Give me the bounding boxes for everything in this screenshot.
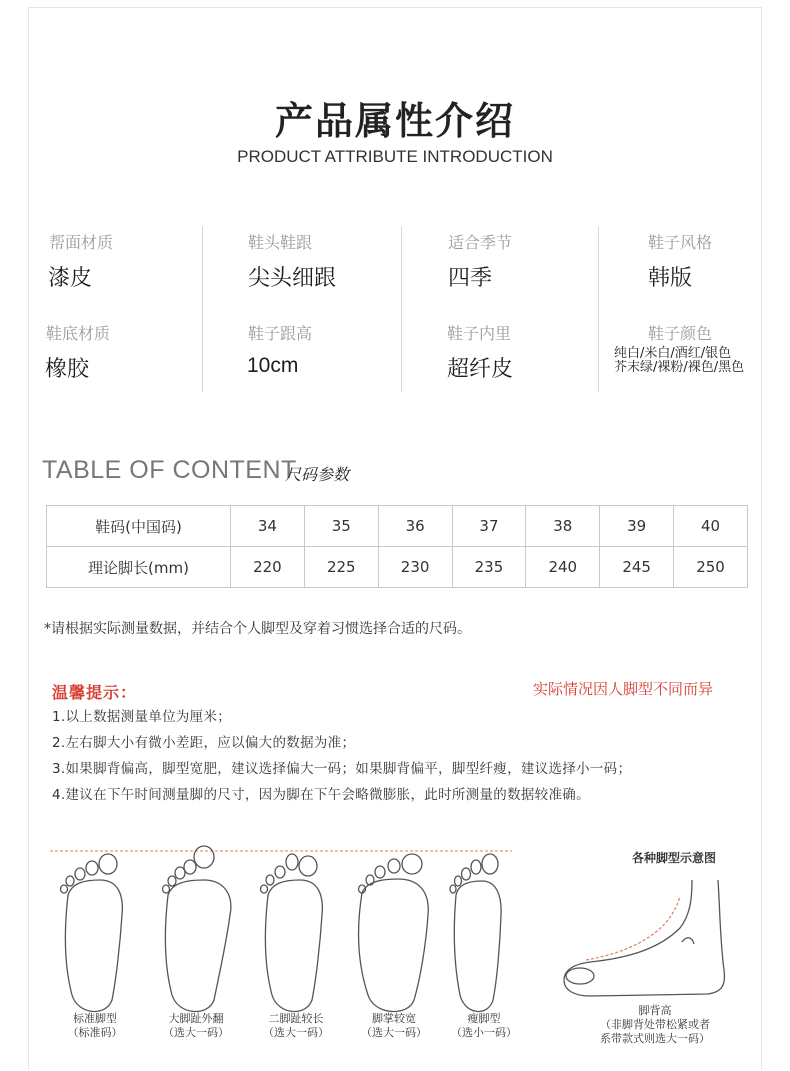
- foot-outline-bunion: [163, 846, 231, 1011]
- table-cell: 36: [378, 506, 452, 547]
- foot-type-caption: [352, 1012, 436, 1040]
- attribute-value-line: 芥末绿/裸粉/裸色/黑色: [614, 360, 745, 375]
- attribute-label: 鞋底材质: [46, 324, 111, 343]
- attribute-value: 10cm: [247, 354, 299, 377]
- table-cell: 235: [452, 547, 526, 588]
- foot-outline-long-second-toe: [261, 854, 323, 1011]
- table-cell: 245: [600, 547, 674, 588]
- diagram-caption: [590, 1004, 720, 1046]
- attribute-divider: [598, 226, 599, 392]
- attribute-label: 鞋头鞋跟: [248, 233, 313, 252]
- table-cell: 230: [378, 547, 452, 588]
- table-row-header: 鞋码(中国码): [47, 506, 231, 547]
- table-row-header: 理论脚长(mm): [47, 547, 231, 588]
- attribute-value: 韩版: [648, 266, 693, 291]
- table-cell: 250: [674, 547, 748, 588]
- foot-type-advice: （标准码）: [67, 1026, 123, 1039]
- tip-item: 3.如果脚背偏高，脚型宽肥，建议选择偏大一码；如果脚背偏平，脚型纤瘦，建议选择小一码；: [52, 761, 632, 777]
- foot-outline-slim: [450, 854, 501, 1011]
- foot-type-caption: [444, 1012, 524, 1040]
- foot-type-name: 瘦脚型: [467, 1012, 501, 1025]
- page-subtitle: PRODUCT ATTRIBUTE INTRODUCTION: [237, 147, 553, 166]
- attribute-label: 适合季节: [448, 233, 513, 252]
- tips-title: 温馨提示：: [52, 683, 138, 702]
- attribute-divider: [202, 226, 203, 392]
- foot-outline-standard: [61, 854, 123, 1011]
- size-section-heading: TABLE OF CONTENT: [42, 456, 297, 484]
- attribute-value: 超纤皮: [447, 357, 514, 382]
- diagram-title: 各种脚型示意图: [632, 851, 717, 865]
- foot-side-outline: [564, 880, 724, 996]
- attribute-grid: [45, 222, 745, 392]
- foot-type-advice: （选大一码）: [361, 1026, 427, 1039]
- table-cell: 225: [304, 547, 378, 588]
- foot-type-name: 脚掌较宽: [372, 1012, 416, 1025]
- table-row: [47, 506, 748, 547]
- foot-type-name: 大脚趾外翻: [168, 1012, 224, 1025]
- attribute-divider: [401, 226, 402, 392]
- attribute-label: 鞋子颜色: [648, 324, 713, 343]
- foot-type-advice: （选小一码）: [451, 1026, 517, 1039]
- foot-type-advice: （选大一码）: [163, 1026, 229, 1039]
- attribute-label: 鞋子风格: [648, 233, 713, 252]
- table-cell: 220: [231, 547, 305, 588]
- attribute-value: 橡胶: [45, 357, 90, 382]
- attribute-value: 尖头细跟: [248, 266, 337, 291]
- tip-item: 1.以上数据测量单位为厘米；: [52, 709, 232, 725]
- attribute-label: 帮面材质: [49, 233, 114, 252]
- foot-outline-wide: [359, 854, 429, 1011]
- table-cell: 240: [526, 547, 600, 588]
- page-title: 产品属性介绍: [274, 99, 515, 143]
- tip-item: 2.左右脚大小有微小差距，应以偏大的数据为准；: [52, 735, 356, 751]
- table-cell: 34: [231, 506, 305, 547]
- tips-disclaimer: 实际情况因人脚型不同而异: [533, 680, 714, 698]
- attribute-value: 四季: [448, 266, 493, 291]
- instep-highlight: [586, 896, 680, 960]
- foot-type-caption: [254, 1012, 338, 1040]
- high-instep-illustration: [550, 870, 750, 1010]
- size-section-subheading: 尺码参数: [285, 465, 350, 484]
- attribute-value: 漆皮: [48, 266, 93, 291]
- attribute-value-line: 纯白/米白/酒红/银色: [614, 346, 732, 361]
- table-cell: 37: [452, 506, 526, 547]
- foot-type-caption: [60, 1012, 130, 1040]
- diagram-caption-line: 脚背高: [638, 1004, 672, 1017]
- tip-item: 4.建议在下午时间测量脚的尺寸，因为脚在下午会略微膨胀，此时所测量的数据较准确。: [52, 787, 590, 803]
- foot-type-advice: （选大一码）: [263, 1026, 329, 1039]
- diagram-caption-line: 系带款式则选大一码）: [600, 1032, 710, 1045]
- size-table: [46, 505, 748, 588]
- tips-list: [52, 708, 631, 812]
- table-row: [47, 547, 748, 588]
- attribute-label: 鞋子跟高: [248, 324, 313, 343]
- size-note: *请根据实际测量数据，并结合个人脚型及穿着习惯选择合适的尺码。: [44, 621, 471, 637]
- foot-type-caption: [156, 1012, 236, 1040]
- table-cell: 38: [526, 506, 600, 547]
- foot-type-name: 二脚趾较长: [268, 1012, 324, 1025]
- attribute-label: 鞋子内里: [447, 324, 512, 343]
- table-cell: 35: [304, 506, 378, 547]
- ankle-mark: [682, 938, 694, 944]
- table-cell: 39: [600, 506, 674, 547]
- toe-nail: [566, 968, 594, 984]
- diagram-caption-line: （非脚背处带松紧或者: [600, 1018, 710, 1031]
- table-cell: 40: [674, 506, 748, 547]
- foot-type-name: 标准脚型: [73, 1012, 117, 1025]
